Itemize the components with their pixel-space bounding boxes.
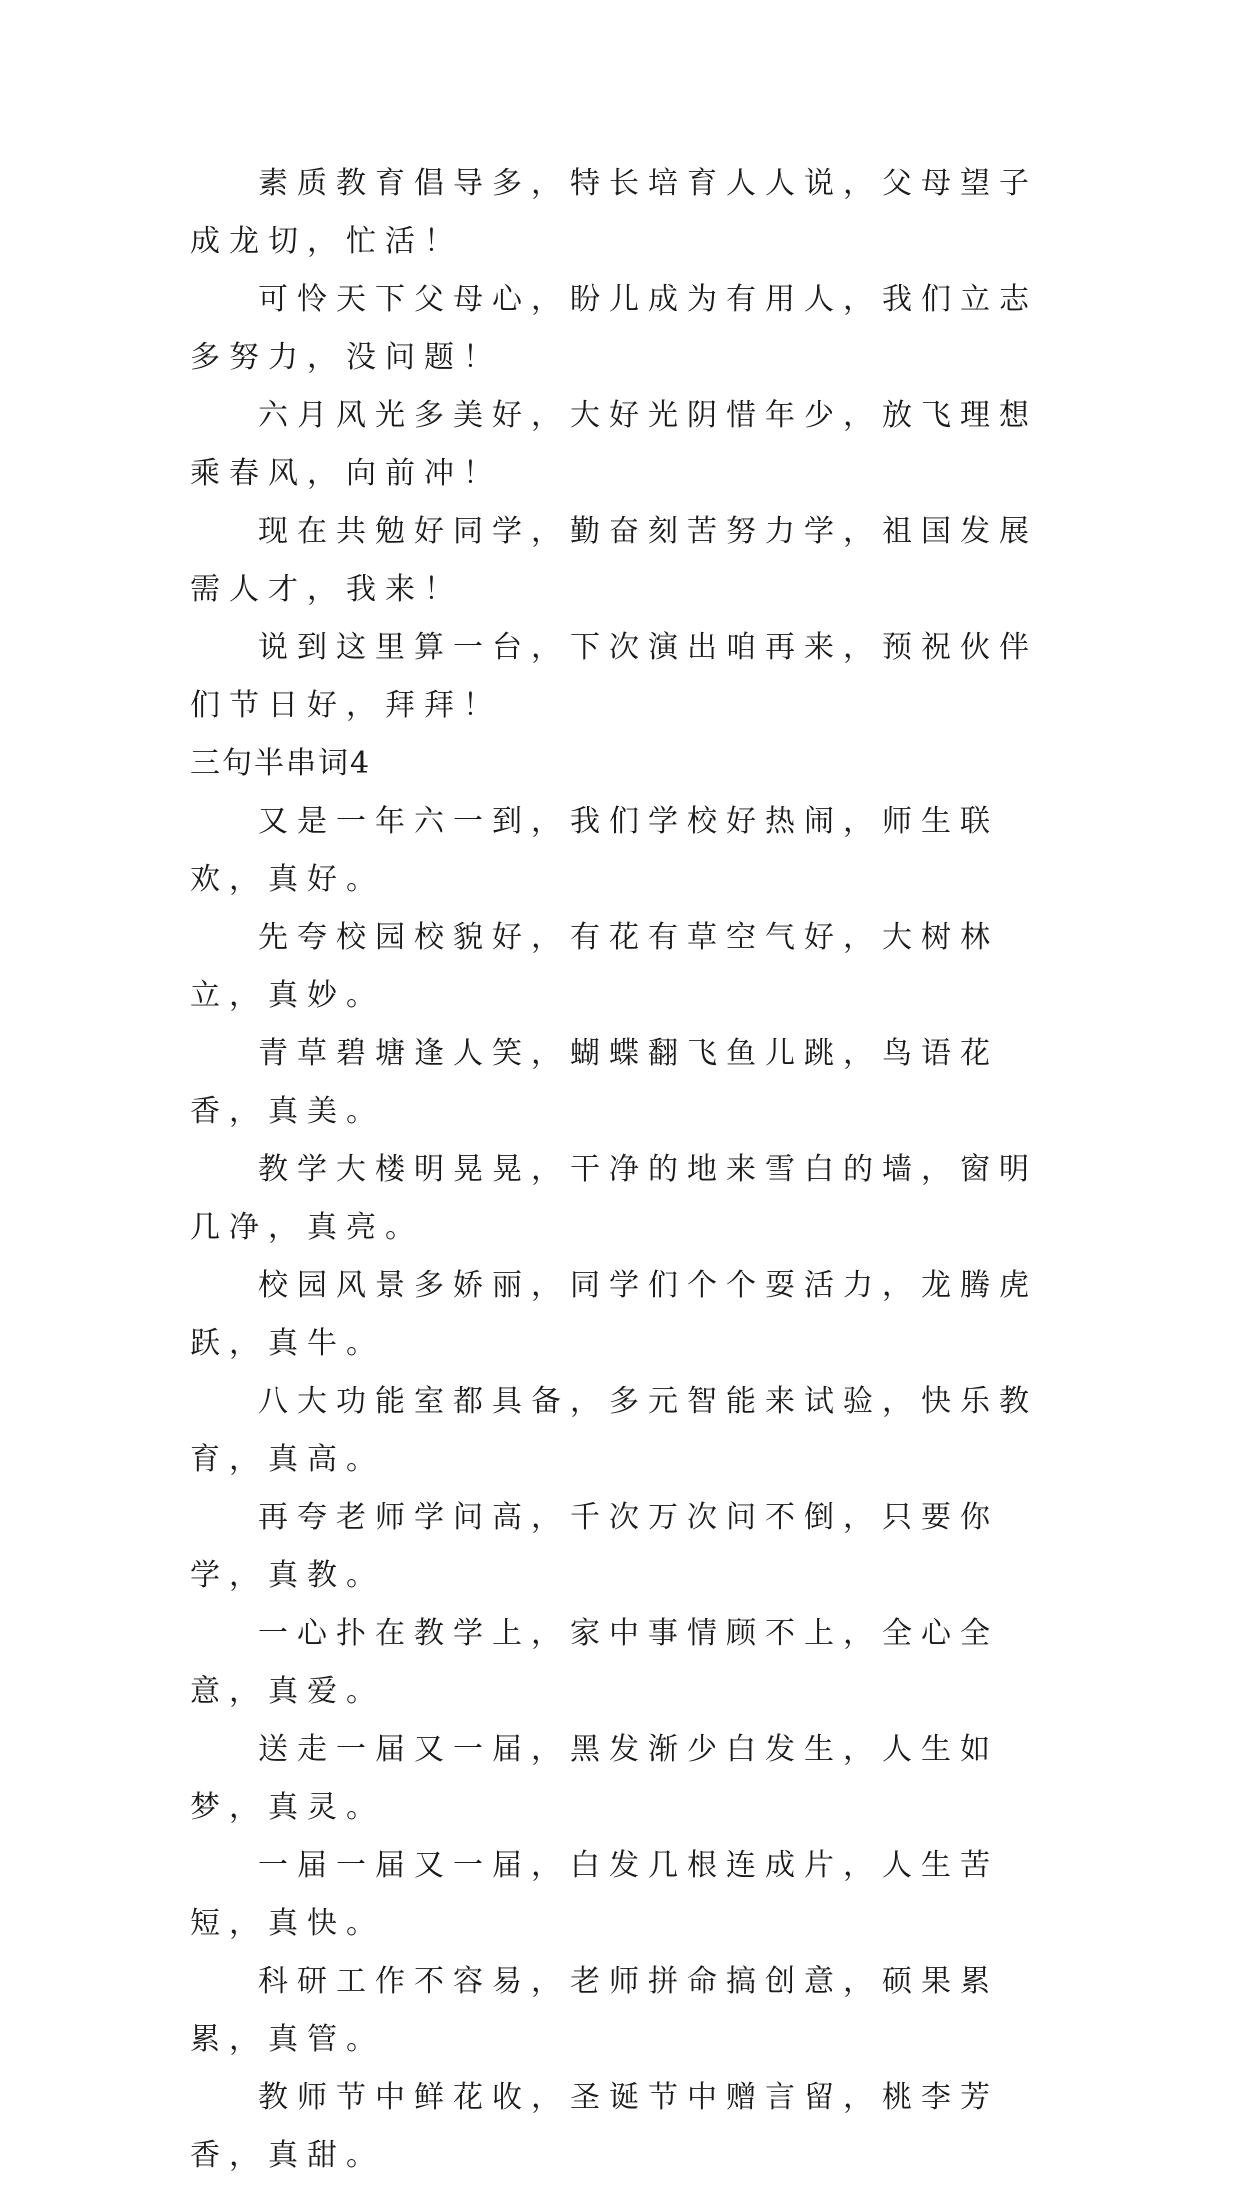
paragraph: 校园风景多娇丽，同学们个个耍活力，龙腾虎跃，真牛。 — [190, 1268, 1038, 1361]
paragraph: 素质教育倡导多，特长培育人人说，父母望子成龙切，忙活！ — [190, 166, 1038, 259]
paragraph: 教学大楼明晃晃，干净的地来雪白的墙，窗明几净，真亮。 — [190, 1152, 1038, 1245]
paragraph: 现在共勉好同学，勤奋刻苦努力学，祖国发展需人才，我来！ — [190, 514, 1038, 607]
paragraph: 科研工作不容易，老师拼命搞创意，硕果累累，真管。 — [190, 1964, 999, 2057]
paragraph: 一届一届又一届，白发几根连成片，人生苦短，真快。 — [190, 1848, 999, 1941]
paragraph: 送走一届又一届，黑发渐少白发生，人生如梦，真灵。 — [190, 1732, 999, 1825]
paragraph: 八大功能室都具备，多元智能来试验，快乐教育，真高。 — [190, 1384, 1038, 1477]
paragraph: 又是一年六一到，我们学校好热闹，师生联欢，真好。 — [190, 804, 999, 897]
paragraph: 说到这里算一台，下次演出咱再来，预祝伙伴们节日好，拜拜！ — [190, 630, 1038, 723]
paragraph: 一心扑在教学上，家中事情顾不上，全心全意，真爱。 — [190, 1616, 999, 1709]
paragraph: 六月风光多美好，大好光阴惜年少，放飞理想乘春风，向前冲！ — [190, 398, 1038, 491]
paragraph: 青草碧塘逢人笑，蝴蝶翻飞鱼儿跳，鸟语花香，真美。 — [190, 1036, 999, 1129]
section-heading: 三句半串词4 — [190, 746, 372, 781]
paragraph: 可怜天下父母心，盼儿成为有用人，我们立志多努力，没问题！ — [190, 282, 1038, 375]
paragraph: 教师节中鲜花收，圣诞节中赠言留，桃李芳香，真甜。 — [190, 2080, 999, 2173]
paragraph: 再夸老师学问高，千次万次问不倒，只要你学，真教。 — [190, 1500, 999, 1593]
paragraph: 先夸校园校貌好，有花有草空气好，大树林立，真妙。 — [190, 920, 999, 1013]
